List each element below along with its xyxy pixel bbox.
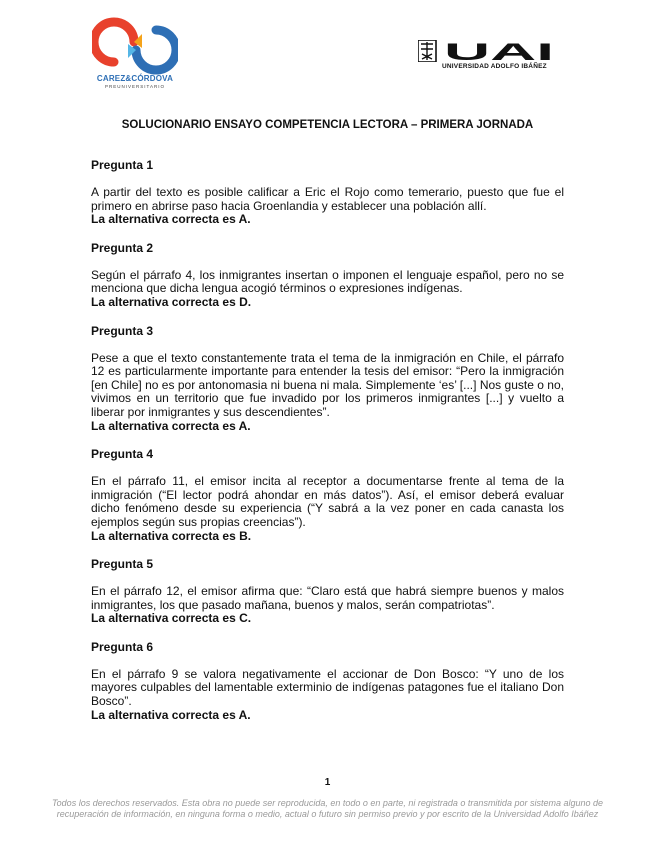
question-text: En el párrafo 11, el emisor incita al receptor a documentarse frente al tema de la inmigración (“El lector podrá ahondar en más datos”). Así, el emisor deberá evaluar dicho fenómeno desde su experiencia (“Y sabrá a la vez poner en cada canasta los ejemplos según sus propias creencias”). — [91, 474, 564, 529]
copyright-notice: Todos los derechos reservados. Esta obra no puede ser reproducida, en todo o en parte, ni registrada o transmitida por sistema alguno de recuperación de información, en ninguna forma o medio, actual o futuro sin permiso previo y por escrito de la Universidad Adolfo Ibáñez — [52, 798, 603, 819]
uai-logo-mark: UAI — [444, 40, 554, 62]
logo-left-subtitle: PREUNIVERSITARIO — [105, 84, 165, 89]
question-heading: Pregunta 2 — [91, 240, 154, 255]
question-block — [91, 447, 564, 543]
circular-arrows-icon — [92, 16, 178, 76]
question-text: Pese a que el texto constantemente trata el tema de la inmigración en Chile, el párrafo 12 es particularmente importante para entender la tesis del emisor: “Pero la inmigración [en Chile] no es por antonomasia ni buena ni mala. Simplemente ‘es’ [...] Nos guste o no, vivimos en un territorio que fue invadido por los primeros inmigrantes [...] y vuelto a liberar por inmigrantes y sus descendientes”. — [91, 350, 564, 419]
page-number: 1 — [324, 777, 331, 788]
document-title: SOLUCIONARIO ENSAYO COMPETENCIA LECTORA – PRIMERA JORNADA — [121, 119, 534, 131]
question-block — [91, 241, 564, 310]
question-answer: La alternativa correcta es A. — [91, 707, 251, 722]
question-answer: La alternativa correcta es A. — [91, 212, 251, 227]
questions-list — [91, 158, 564, 736]
question-text: En el párrafo 9 se valora negativamente el accionar de Don Bosco: “Y uno de los mayores culpables del lamentable exterminio de indígenas patagones fue el italiano Don Bosco”. — [91, 666, 564, 709]
question-text: Según el párrafo 4, los inmigrantes insertan o imponen el lenguaje español, pero no se menciona que dicha lengua acogió términos o expresiones indígenas. — [91, 267, 564, 296]
question-block — [91, 324, 564, 434]
question-text: A partir del texto es posible calificar a Eric el Rojo como temerario, puesto que fue el primero en abrirse paso hacia Groenlandia y establecer una población allí. — [91, 185, 564, 213]
logo-left-name: CAREZ&CÓRDOVA — [96, 74, 174, 83]
question-heading: Pregunta 1 — [91, 158, 154, 172]
question-block — [91, 557, 564, 626]
question-heading: Pregunta 4 — [91, 447, 154, 462]
question-answer: La alternativa correcta es A. — [91, 418, 251, 433]
question-answer: La alternativa correcta es B. — [91, 528, 252, 543]
question-block — [91, 640, 564, 722]
question-text: En el párrafo 12, el emisor afirma que: “Claro está que habrá siempre buenos y malos inmigrantes, los que pasado mañana, buenos y malos, serán compatriotas”. — [91, 584, 564, 612]
question-heading: Pregunta 6 — [91, 639, 154, 654]
question-answer: La alternativa correcta es D. — [91, 294, 252, 309]
uai-crest-icon — [418, 40, 558, 62]
question-block — [91, 158, 564, 227]
question-heading: Pregunta 5 — [91, 557, 154, 572]
question-heading: Pregunta 3 — [91, 323, 154, 338]
question-answer: La alternativa correcta es C. — [91, 611, 252, 626]
uai-logo-name: UNIVERSIDAD ADOLFO IBÁÑEZ — [442, 63, 547, 70]
